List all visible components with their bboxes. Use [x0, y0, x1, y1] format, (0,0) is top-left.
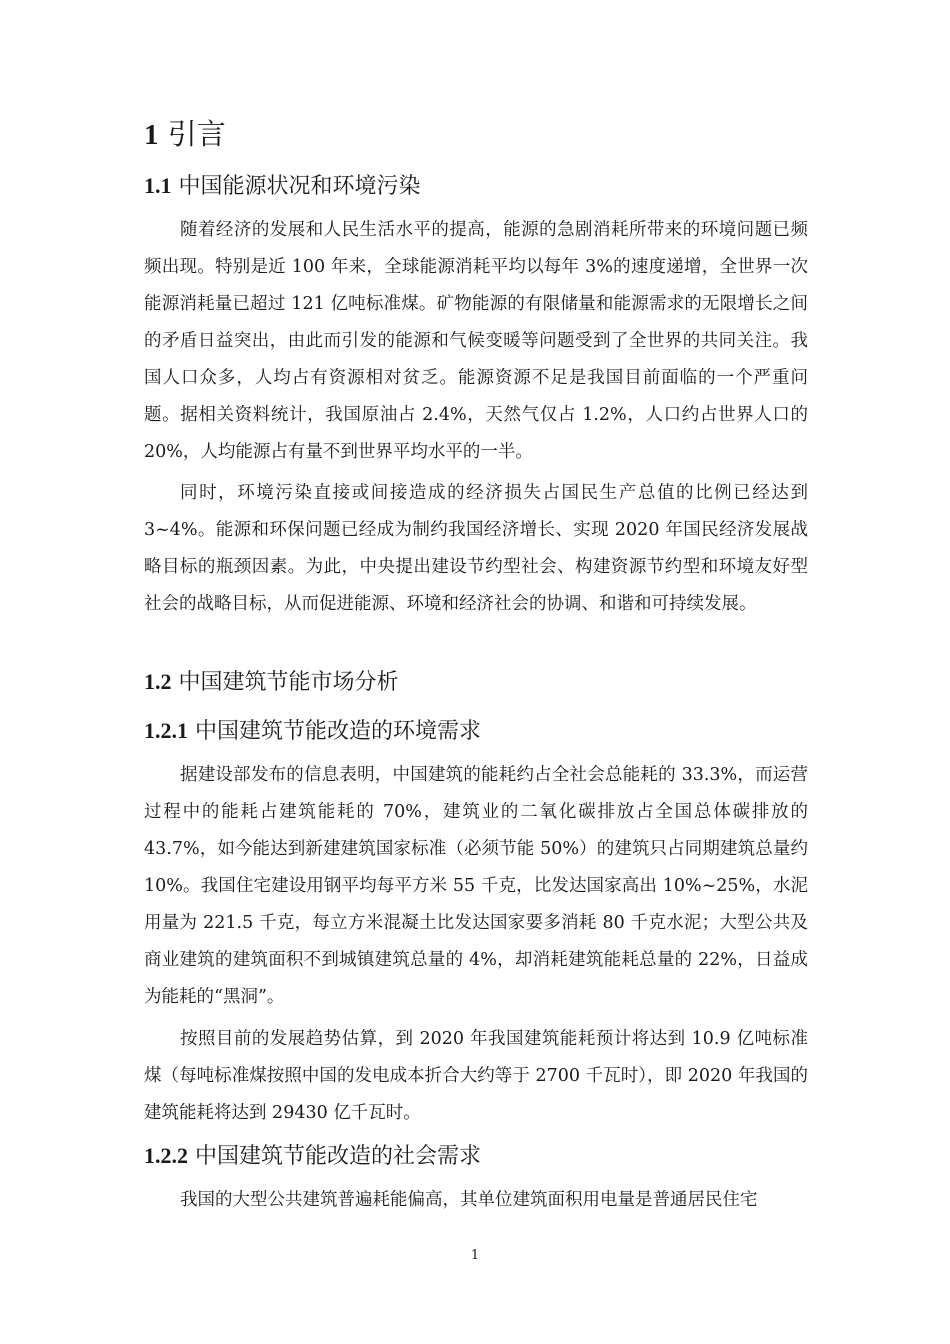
section-heading-1-2-2 [144, 1139, 481, 1174]
section-heading-1-1 [144, 169, 421, 204]
paragraph-pollution: 同时，环境污染直接或间接造成的经济损失占国民生产总值的比例已经达到 3~4%。能源和环保问题已经成为制约我国经济增长、实现 2020 年国民经济发展战略目标的瓶颈因素。为此，中央提出建设节约型社会、构建资源节约型和环境友好型社会的战略目标，从而促进能源、环境和经济社会的协调、和谐和可持续发展。 [144, 483, 808, 614]
section-number: 1.2 [144, 669, 172, 694]
page-number: 1 [470, 1248, 480, 1263]
chapter-title: 引言 [167, 117, 226, 151]
paragraph-energy-status: 随着经济的发展和人民生活水平的提高，能源的急剧消耗所带来的环境问题已频频出现。特别是近 100 年来，全球能源消耗平均以每年 3%的速度递增，全世界一次能源消耗量已超过 121 亿吨标准煤。矿物能源的有限储量和能源需求的无限增长之间的矛盾日益突出，由此而引发的能源和气候变暖等问题受到了全世界的共同关注。我国人口众多，人均占有资源相对贫乏。能源资源不足是我国目前面临的一个严重问题。据相关资料统计，我国原油占 2.4%，天然气仅占 1.2%，人口约占世界人口的 20%，人均能源占有量不到世界平均水平的一半。 [144, 220, 808, 462]
chapter-heading [144, 112, 226, 157]
section-number: 1.1 [144, 173, 172, 198]
section-number: 1.2.2 [144, 1143, 188, 1168]
paragraph-forecast: 按照目前的发展趋势估算，到 2020 年我国建筑能耗预计将达到 10.9 亿吨标准煤（每吨标准煤按照中国的发电成本折合大约等于 2700 千瓦时），即 2020 年我国的建筑能耗将达到 29430 亿千瓦时。 [144, 1029, 808, 1123]
section-title: 中国建筑节能改造的社会需求 [195, 1144, 482, 1169]
section-heading-1-2-1 [144, 714, 481, 749]
section-number: 1.2.1 [144, 718, 188, 743]
section-title: 中国能源状况和环境污染 [178, 174, 421, 199]
section-title: 中国建筑节能市场分析 [178, 670, 399, 695]
section-heading-1-2 [144, 665, 399, 700]
chapter-number: 1 [144, 119, 159, 151]
paragraph-social-demand: 我国的大型公共建筑普遍耗能偏高，其单位建筑面积用电量是普通居民住宅 [180, 1190, 758, 1210]
section-title: 中国建筑节能改造的环境需求 [195, 719, 482, 744]
paragraph-environmental-demand: 据建设部发布的信息表明，中国建筑的能耗约占全社会总能耗的 33.3%，而运营过程中的能耗占建筑能耗的 70%，建筑业的二氧化碳排放占全国总体碳排放的 43.7%，如今能达到新建建筑国家标准（必须节能 50%）的建筑只占同期建筑总量约 10%。我国住宅建设用钢平均每平方米 55 千克，比发达国家高出 10%~25%，水泥用量为 221.5 千克，每立方米混凝土比发达国家要多消耗 80 千克水泥；大型公共及商业建筑的建筑面积不到城镇建筑总量的 4%，却消耗建筑能耗总量的 22%，日益成为能耗的“黑洞”。 [144, 765, 808, 1007]
